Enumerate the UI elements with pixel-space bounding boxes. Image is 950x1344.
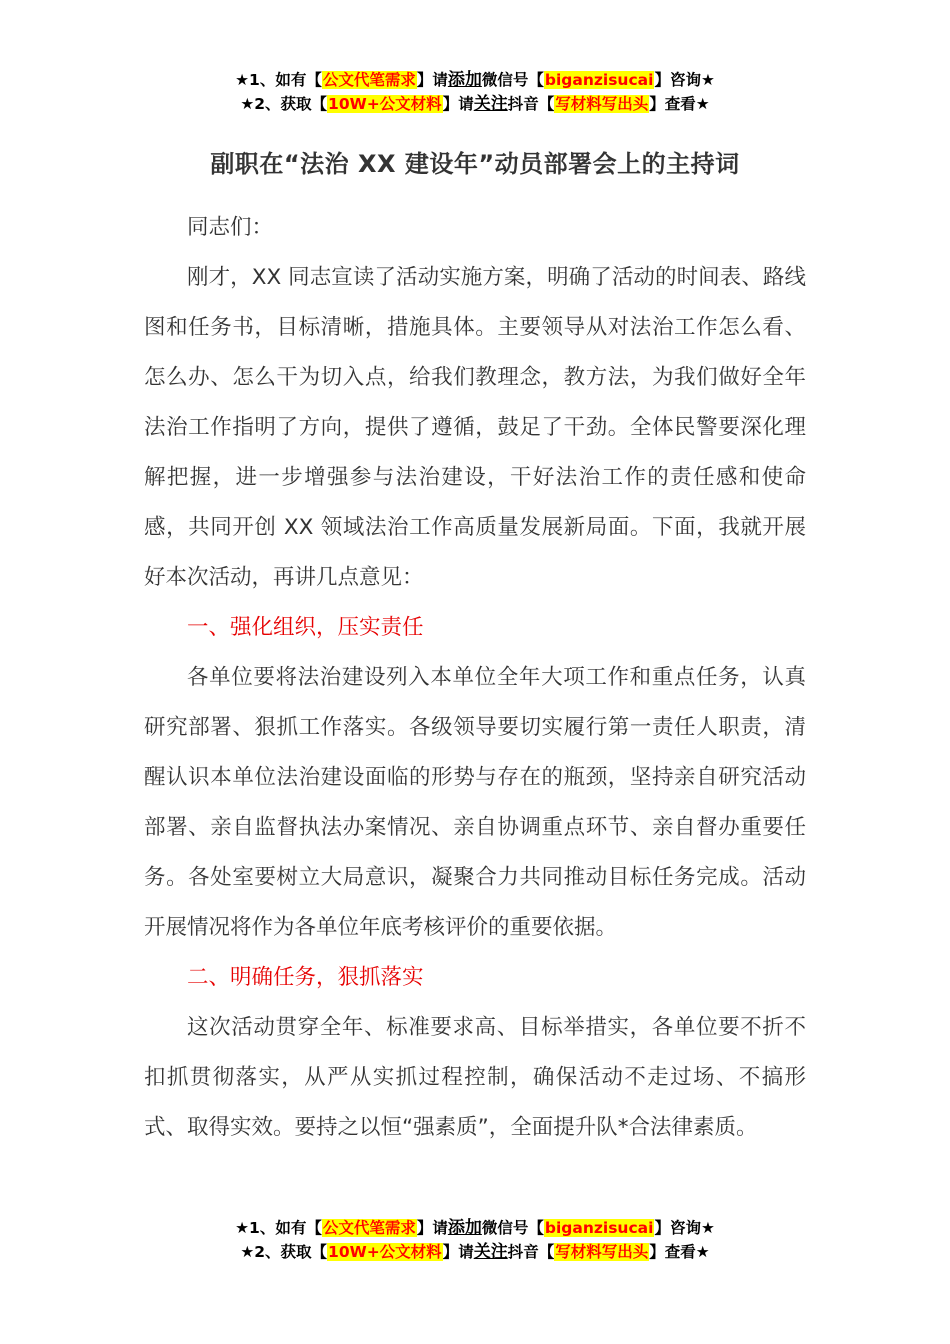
document-body	[144, 203, 806, 1153]
highlight-text: 公文代笔需求	[322, 71, 416, 89]
section-body-1: 各单位要将法治建设列入本单位全年大项工作和重点任务，认真研究部署、狠抓工作落实。各级领导要切实履行第一责任人职责，清醒认识本单位法治建设面临的形势与存在的瓶颈，坚持亲自研究活动部署、亲自监督执法办案情况、亲自协调重点环节、亲自督办重要任务。各处室要树立大局意识，凝聚合力共同推动目标任务完成。活动开展情况将作为各单位年底考核评价的重要依据。	[144, 665, 806, 940]
intro-paragraph: 刚才，XX 同志宣读了活动实施方案，明确了活动的时间表、路线图和任务书，目标清晰，措施具体。主要领导从对法治工作怎么看、怎么办、怎么干为切入点，给我们教理念，教方法，为我们做好全年法治工作指明了方向，提供了遵循，鼓足了干劲。全体民警要深化理解把握，进一步增强参与法治建设，干好法治工作的责任感和使命感，共同开创 XX 领域法治工作高质量发展新局面。下面，我就开展好本次活动，再讲几点意见：	[144, 265, 806, 590]
promo-line-2: ★2、获取【10W+公文材料】请关注抖音【写材料写出头】查看★	[240, 94, 710, 114]
greeting: 同志们：	[187, 215, 274, 240]
douyin-account: 写材料写出头	[555, 1243, 649, 1261]
douyin-account: 写材料写出头	[555, 95, 649, 113]
promo-line-1: ★1、如有【公文代笔需求】请添加微信号【biganzisucai】咨询★	[235, 70, 715, 90]
promo-header	[0, 68, 950, 116]
document-title: 副职在“法治 XX 建设年”动员部署会上的主持词	[210, 150, 740, 178]
highlight-text: 10W+公文材料	[328, 95, 442, 113]
promo-footer	[0, 1216, 950, 1264]
section-heading-1: 一、强化组织，压实责任	[187, 615, 424, 640]
section-body-2: 这次活动贯穿全年、标准要求高、目标举措实，各单位要不折不扣抓贯彻落实，从严从实抓过程控制，确保活动不走过场、不搞形式、取得实效。要持之以恒“强素质”，全面提升队*合法律素质。	[144, 1015, 806, 1140]
highlight-text: 公文代笔需求	[322, 1219, 416, 1237]
wechat-id: biganzisucai	[544, 1219, 654, 1237]
highlight-text: 10W+公文材料	[328, 1243, 442, 1261]
wechat-id: biganzisucai	[544, 71, 654, 89]
promo-line-2: ★2、获取【10W+公文材料】请关注抖音【写材料写出头】查看★	[240, 1242, 710, 1262]
promo-line-1: ★1、如有【公文代笔需求】请添加微信号【biganzisucai】咨询★	[235, 1218, 715, 1238]
section-heading-2: 二、明确任务，狠抓落实	[187, 965, 424, 990]
